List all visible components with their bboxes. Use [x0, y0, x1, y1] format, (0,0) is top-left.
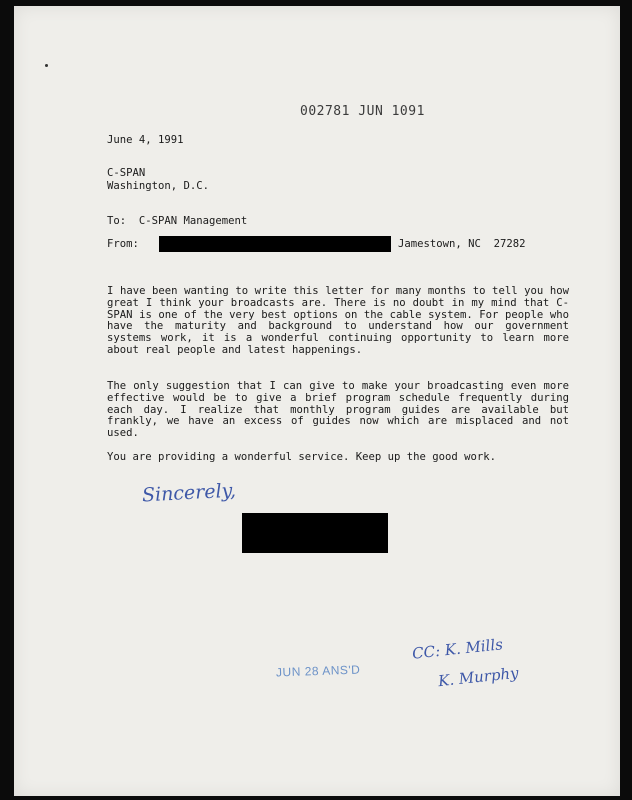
redaction-bar-signature: [242, 513, 388, 553]
paper-speck: [45, 64, 48, 67]
recipient-city: Washington, D.C.: [107, 180, 210, 192]
received-stamp: JUN 28 ANS'D: [275, 662, 361, 680]
redaction-bar-sender: [159, 236, 391, 252]
from-label: From:: [107, 238, 139, 250]
paragraph-1: I have been wanting to write this letter for many months to tell you how great I think your broadcasts are. There is no doubt in my mind that C-SPAN is one of the very best options on the cable system. For people who have the maturity and background to understand how our government systems work, it is a wonderful continuing opportunity to learn more about real people and latest happenings.: [107, 285, 569, 356]
cc-line-2: K. Murphy: [437, 663, 520, 691]
paragraph-2: The only suggestion that I can give to make your broadcasting even more effective would be to give a brief program schedule frequently during each day. I realize that monthly program guides are available but frankly, we have an excess of guides now which are misplaced and not used.: [107, 380, 569, 440]
to-line: To: C-SPAN Management: [107, 215, 248, 227]
paragraph-3: You are providing a wonderful service. Keep up the good work.: [107, 451, 497, 463]
from-location: Jamestown, NC 27282: [398, 238, 526, 250]
letter-date: June 4, 1991: [107, 134, 184, 146]
cc-line-1: CC: K. Mills: [411, 635, 504, 663]
handwritten-closing: Sincerely,: [141, 479, 237, 507]
recipient-name: C-SPAN: [107, 167, 146, 179]
document-stamp-number: 002781 JUN 1091: [300, 104, 425, 119]
